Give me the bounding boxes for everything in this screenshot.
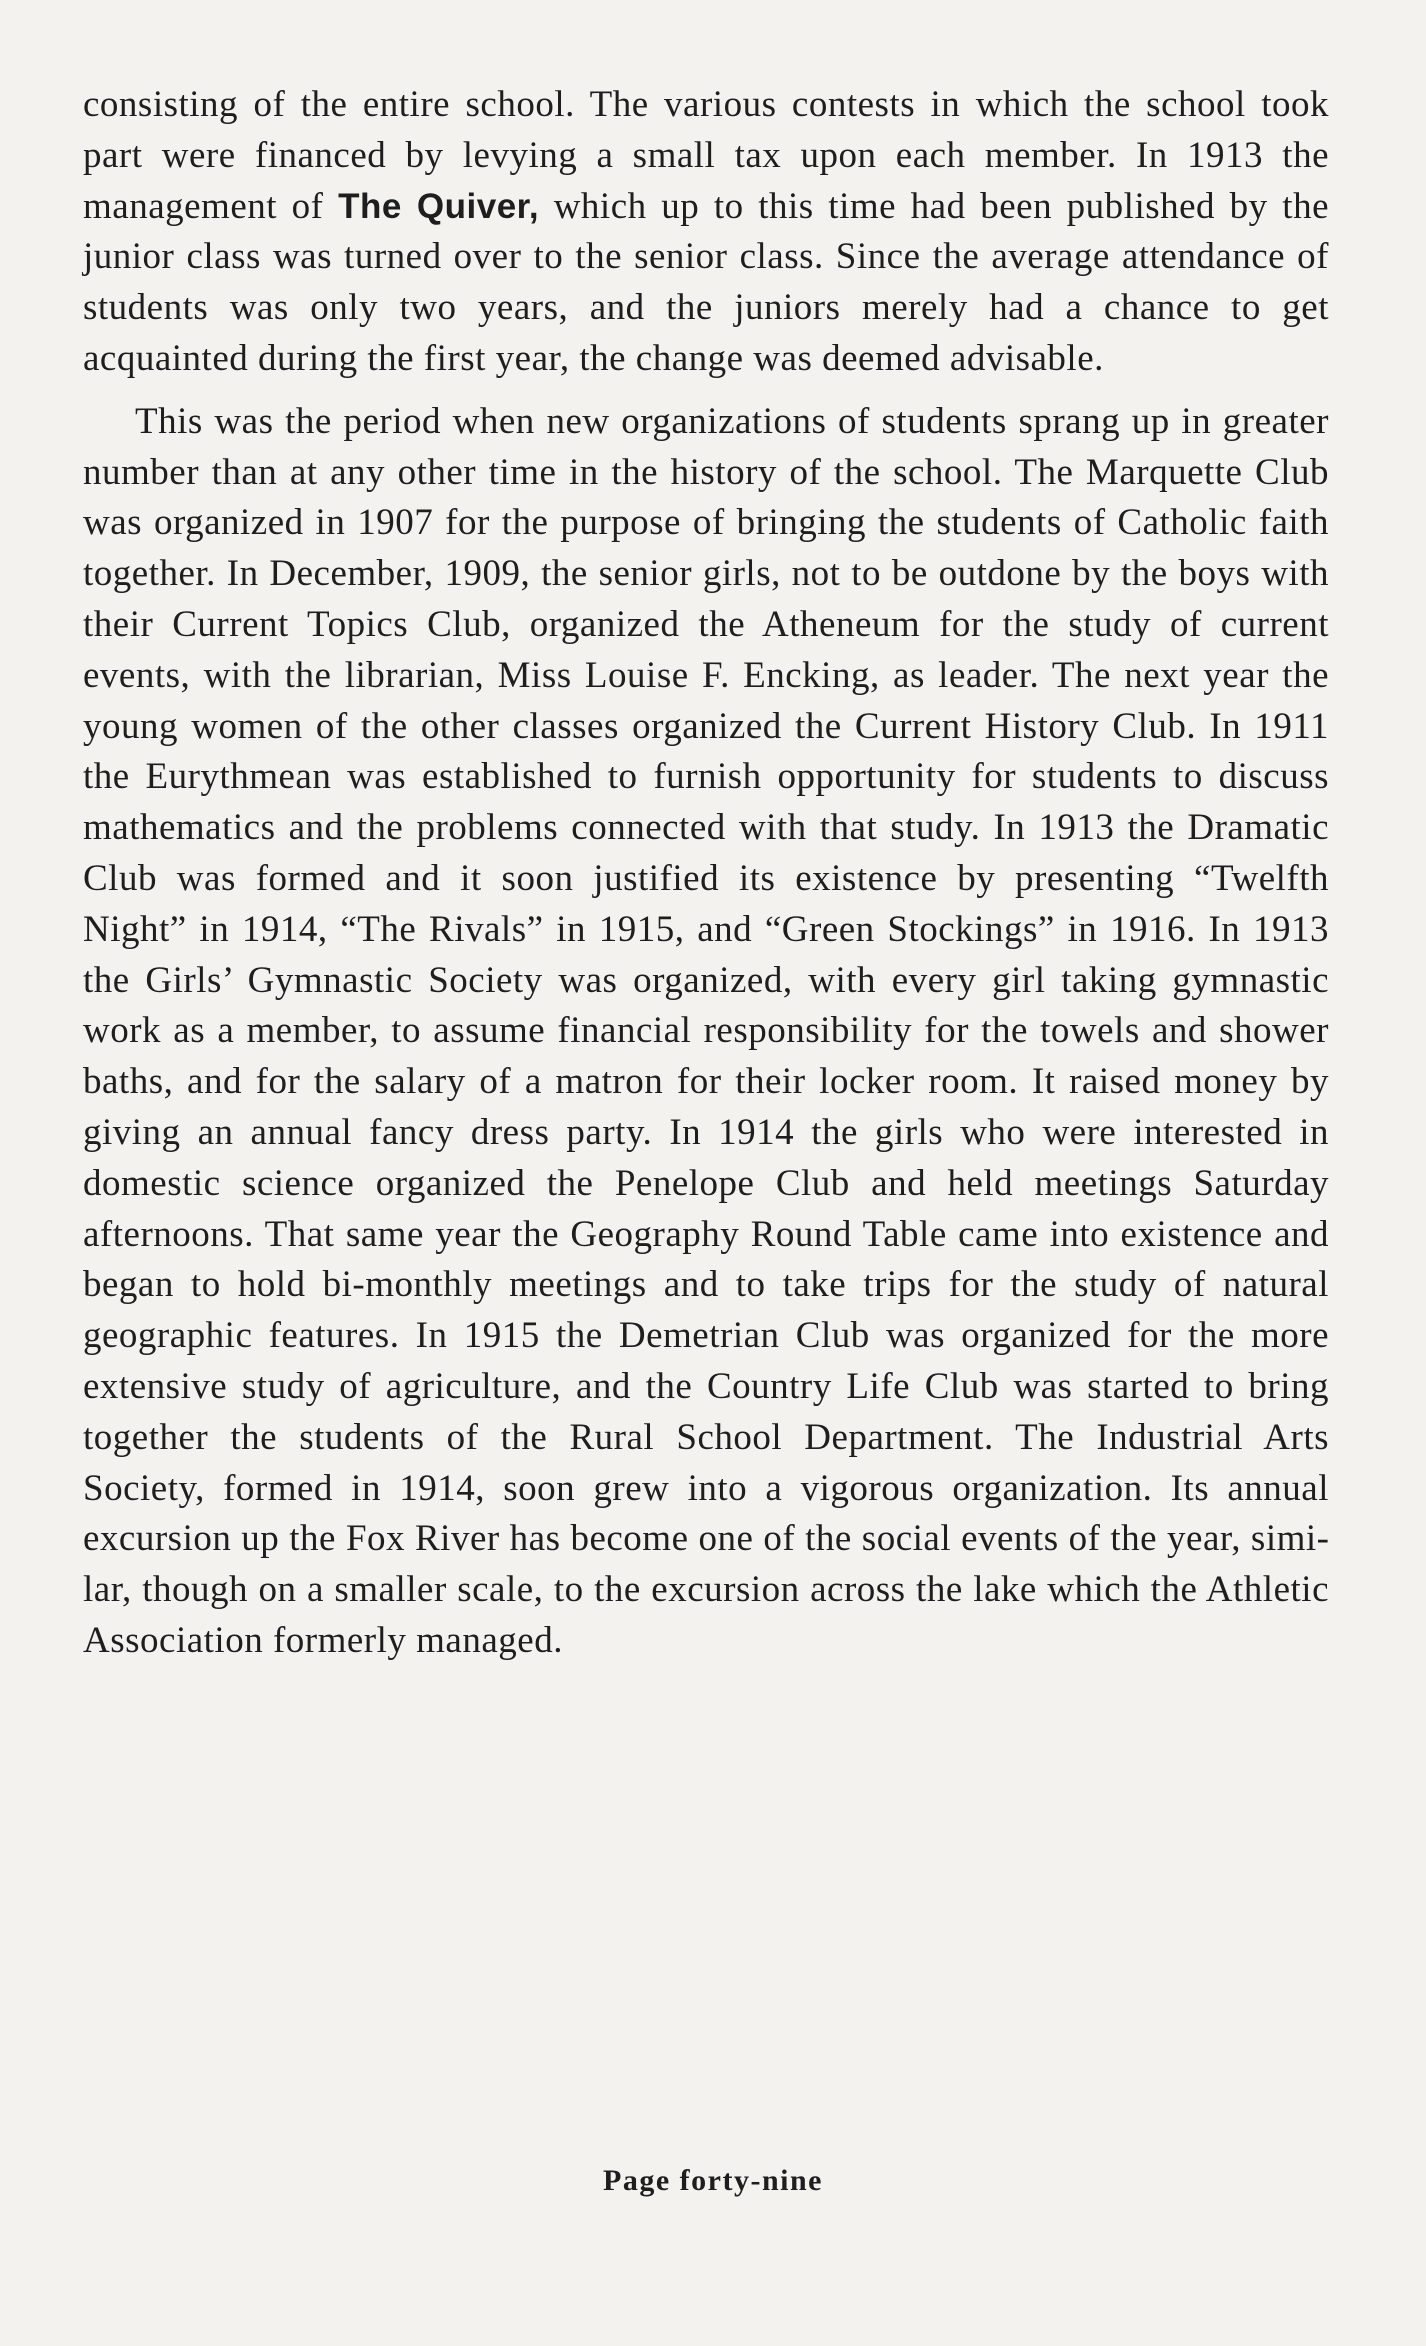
publication-name: The Quiver, [338, 186, 540, 226]
paragraph-1 [83, 80, 1329, 385]
paragraph-1-part-2: which up to this time had been published by the junior class was turned over to the senior class. Since the average attendance of students was only two years, and the juniors merely had a chance to get acquainted during the first year, the change was deemed advisable. [83, 185, 1329, 379]
paragraph-1-part-1: consisting of the entire school. The various contests in which the school took part were financed by levying a small tax upon each member. In 1913 the management of [83, 84, 1329, 227]
page-number: Page forty-nine [603, 2164, 823, 2197]
paragraph-2: This was the period when new organizations of students sprang up in greater number than at any other time in the history of the school. The Marquette Club was organized in 1907 for the purpose of bringing the students of Catholic faith together. In December, 1909, the senior girls, not to be outdone by the boys with their Current Topics Club, organized the Atheneum for the study of current events, with the librarian, Miss Louise F. Encking, as leader. The next year the young women of the other classes organized the Current History Club. In 1911 the Eurythmean was established to furnish opportunity for students to discuss mathematics and the problems connected with that study. In 1913 the Dramatic Club was formed and it soon justified its existence by presenting “Twelfth Night” in 1914, “The Rivals” in 1915, and “Green Stockings” in 1916. In 1913 the Girls’ Gymnastic Society was organized, with every girl taking gymnastic work as a member, to assume financial responsibility for the towels and shower baths, and for the salary of a matron for their locker room. It raised money by giving an annual fancy dress party. In 1914 the girls who were interested in domestic science organized the Penelope Club and held meetings Saturday afternoons. That same year the Geography Round Table came into existence and began to hold bi-monthly meetings and to take trips for the study of natural geographic features. In 1915 the Demetrian Club was organized for the more extensive study of agriculture, and the Country Life Club was started to bring together the students of the Rural School Department. The Industrial Arts Society, formed in 1914, soon grew into a vigorous organization. Its annual excursion up the Fox River has become one of the social events of the year, similar, though on a smaller scale, to the excursion across the lake which the Athletic Association formerly managed. [83, 400, 1329, 1661]
body-text [83, 80, 1329, 1667]
